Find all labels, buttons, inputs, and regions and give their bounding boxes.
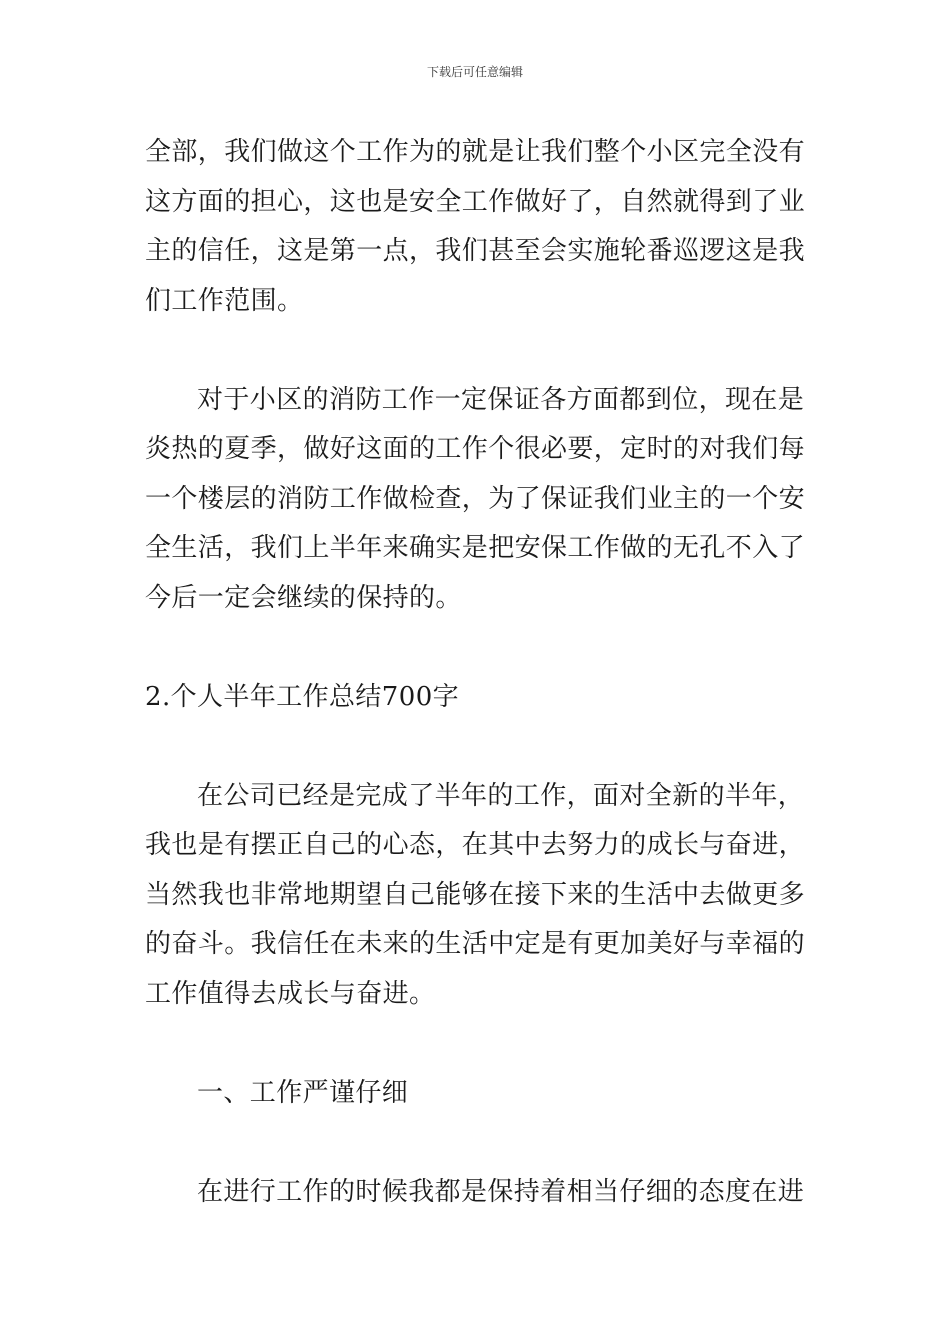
subsection-title: 一、工作严谨仔细 — [197, 1077, 409, 1108]
text-line: 今后一定会继续的保持的。 — [145, 582, 462, 613]
paragraph-half-year-intro — [145, 772, 815, 1020]
text-line: 这方面的担心，这也是安全工作做好了，自然就得到了业 — [145, 186, 806, 217]
text-line: 全部，我们做这个工作为的就是让我们整个小区完全没有 — [145, 137, 806, 167]
text-line: 我也是有摆正自己的心态，在其中去努力的成长与奋进， — [145, 830, 806, 860]
paragraph-spacer — [145, 623, 815, 673]
text-line: 对于小区的消防工作一定保证各方面都到位，现在是 — [197, 384, 805, 415]
text-line: 的奋斗。我信任在未来的生活中定是有更加美好与幸福的 — [145, 929, 806, 959]
text-line: 在进行工作的时候我都是保持着相当仔细的态度在进 — [197, 1176, 805, 1207]
paragraph-spacer — [145, 1118, 815, 1168]
text-line: 炎热的夏季，做好这面的工作个很必要，定时的对我们每 — [145, 434, 806, 464]
paragraph-work-attitude — [145, 1168, 815, 1218]
paragraph-spacer — [145, 1019, 815, 1069]
page-header: 下载后可任意编辑 — [426, 65, 523, 79]
subsection-heading — [145, 1069, 815, 1119]
text-line: 全生活，我们上半年来确实是把安保工作做的无孔不入了 — [145, 533, 806, 563]
section-title: 2.个人半年工作总结700字 — [145, 681, 460, 712]
document-body — [145, 128, 815, 1217]
text-line: 工作值得去成长与奋进。 — [145, 978, 436, 1009]
text-line: 一个楼层的消防工作做检查，为了保证我们业主的一个安 — [145, 483, 806, 514]
text-line: 在公司已经是完成了半年的工作，面对全新的半年， — [197, 780, 805, 811]
text-line: 当然我也非常地期望自己能够在接下来的生活中去做更多 — [145, 879, 806, 910]
paragraph-fire-safety — [145, 376, 815, 624]
text-line: 主的信任，这是第一点，我们甚至会实施轮番巡逻这是我 — [145, 236, 806, 266]
paragraph-spacer — [145, 326, 815, 376]
paragraph-spacer — [145, 722, 815, 772]
section-heading — [145, 673, 815, 723]
paragraph-security-scope — [145, 128, 815, 326]
text-line: 们工作范围。 — [145, 285, 304, 316]
